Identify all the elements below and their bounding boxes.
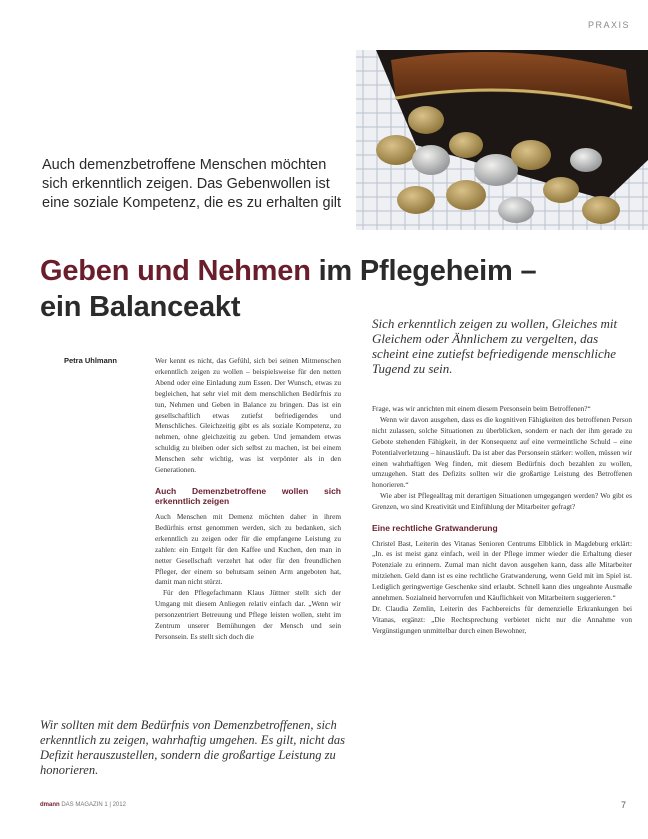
body-paragraph: Für den Pflegefachmann Klaus Jüttner stellt sich der Umgang mit diesem Anliegen relativ einfach dar. „Wenn wir personzentriert Betreuung und Pflege leisten wollen, steht im Zentrum unserer Bemühungen der Mensch und sein Personsein. Es stellt sich doch die [155, 588, 341, 641]
body-paragraph: Wenn wir davon ausgehen, dass es die kognitiven Fähigkeiten des betroffenen Person nicht zulassen, solche Situationen zu überblicken, sondern er nach der ihm gerade zu Gebote stehenden Fähigkeit, in der Konsequenz auf eine vermeintliche Schuld – eine Potentialverletzung – hinausläuft. Da ist aber das Personsein stärker: wollen, müssen wir einen wahrhaftigen Weg finden, mit diesem Bedürfnis doch bezahlen zu wollen, umzugehen. Statt des Defizits sollten wir die großartige Leistung des Betroffenen honorieren.“ [372, 414, 632, 490]
author-byline: Petra Uhlmann [64, 356, 117, 365]
pullquote-top: Sich erkenntlich zeigen zu wollen, Gleiches mit Gleichem oder Ähnlichem zu vergelten, das scheint eine zutiefst befriedigende menschliche Tugend zu sein. [372, 316, 618, 376]
body-column-right [372, 404, 632, 637]
body-paragraph: Frage, was wir anrichten mit einem diesem Personsein beim Betroffenen?“ [372, 404, 591, 413]
page-number: 7 [620, 800, 626, 810]
headline [40, 253, 640, 325]
wallet-coins-illustration [356, 50, 648, 230]
body-paragraph: Auch Menschen mit Demenz möchten daher in ihrem Bedürfnis ernst genommen werden, sich zu bedanken, sich erkenntlich zu zeigen oder für die empfangene Leistung zu zahlen: ein Entgelt für den Kaffee und Kuchen, den man in netter Gesellschaft verzehrt hat oder für den freundlichen Pfleger, der einem so behutsam seinen Arm angeboten hat, damit man nicht stürzt. [155, 511, 341, 587]
subhead-demenz: Auch Demenzbetroffene wollen sich erkenntlich zeigen [155, 485, 341, 507]
footer-brand: dmann [40, 802, 60, 808]
wallet-coins-photo [356, 50, 648, 230]
body-column-middle [155, 356, 341, 643]
subhead-gratwanderung: Eine rechtliche Gratwanderung [372, 523, 498, 534]
teaser: Auch demenzbetroffene Menschen möchten sich erkenntlich zeigen. Das Gebenwollen ist eine soziale Kompetenz, die es zu erhalten gilt [42, 157, 342, 211]
footer-issue [40, 802, 126, 808]
body-intro: Wer kennt es nicht, das Gefühl, sich bei seinen Mitmenschen erkenntlich zeigen zu wollen – beispielsweise für den netten Abend oder eine Einladung zum Essen. Der Wunsch, etwas zu begleichen, hat sehr viel mit dem menschlichen Bedürfnis zu tun, Nehmen und Geben in Balance zu bringen. Das ist ein gesellschaftlich etwas zutiefst befriedigendes und Menschliches. Gleichzeitig gibt es als soziale Kompetenz, zu nehmen, ohne gleichzeitig zu geben. Und jemandem etwas schuldig zu bleiben oder sich selbst zu machen, ist bei einem Menschen sehr wichtig, was ist verpönter als in den Generationen. [155, 356, 341, 475]
headline-accent: Geben und Nehmen [40, 255, 311, 287]
body-paragraph: Wie aber ist Pflegealltag mit derartigen Situationen umgegangen werden? Wo gibt es Grenzen, wo sind Kreativität und Einfühlung der Mitarbeiter gefragt? [372, 491, 632, 512]
headline-rest-line1: im Pflegeheim – [310, 255, 537, 287]
body-paragraph: Christel Bast, Leiterin des Vitanas Senioren Centrums Elbblick in Magdeburg erklärt: „In. es ist meist ganz einfach, weil in der Pflege immer wieder die Erhaltung dieser Potenziale zu erinnern. Zumal man nicht davon ausgehen kann, dass alle Mitarbeiter mitziehen. Geld dann ist es eine rechtliche Gratwanderung, wenn Geld mit im Spiel ist. Lediglich geringwertige Geschenke sind erlaubt. Schnell kann dies ungeahnte Ausmaße annehmen. Sozialneid hervorrufen und Käuflichkeit von Mitarbeitern suggerieren.“ [372, 538, 632, 603]
pullquote-bottom: Wir sollten mit dem Bedürfnis von Demenzbetroffenen, sich erkenntlich zu zeigen, wahrhaftig umgehen. Es gilt, nicht das Defizit herauszustellen, sondern die großartige Leistung zu honorieren. [40, 718, 345, 777]
headline-line2: ein Balanceakt [40, 291, 241, 323]
footer-issue-text: DAS MAGAZIN 1 | 2012 [61, 802, 126, 808]
section-label: PRAXIS [587, 20, 630, 30]
body-paragraph: Dr. Claudia Zemlin, Leiterin des Fachbereichs für demenzielle Erkrankungen bei Vitanas, ergänzt: „Die Rechtsprechung verbietet nicht nur die Annahme von Vergünstigungen unmittelbar durch einen Bewohner, [372, 604, 632, 635]
